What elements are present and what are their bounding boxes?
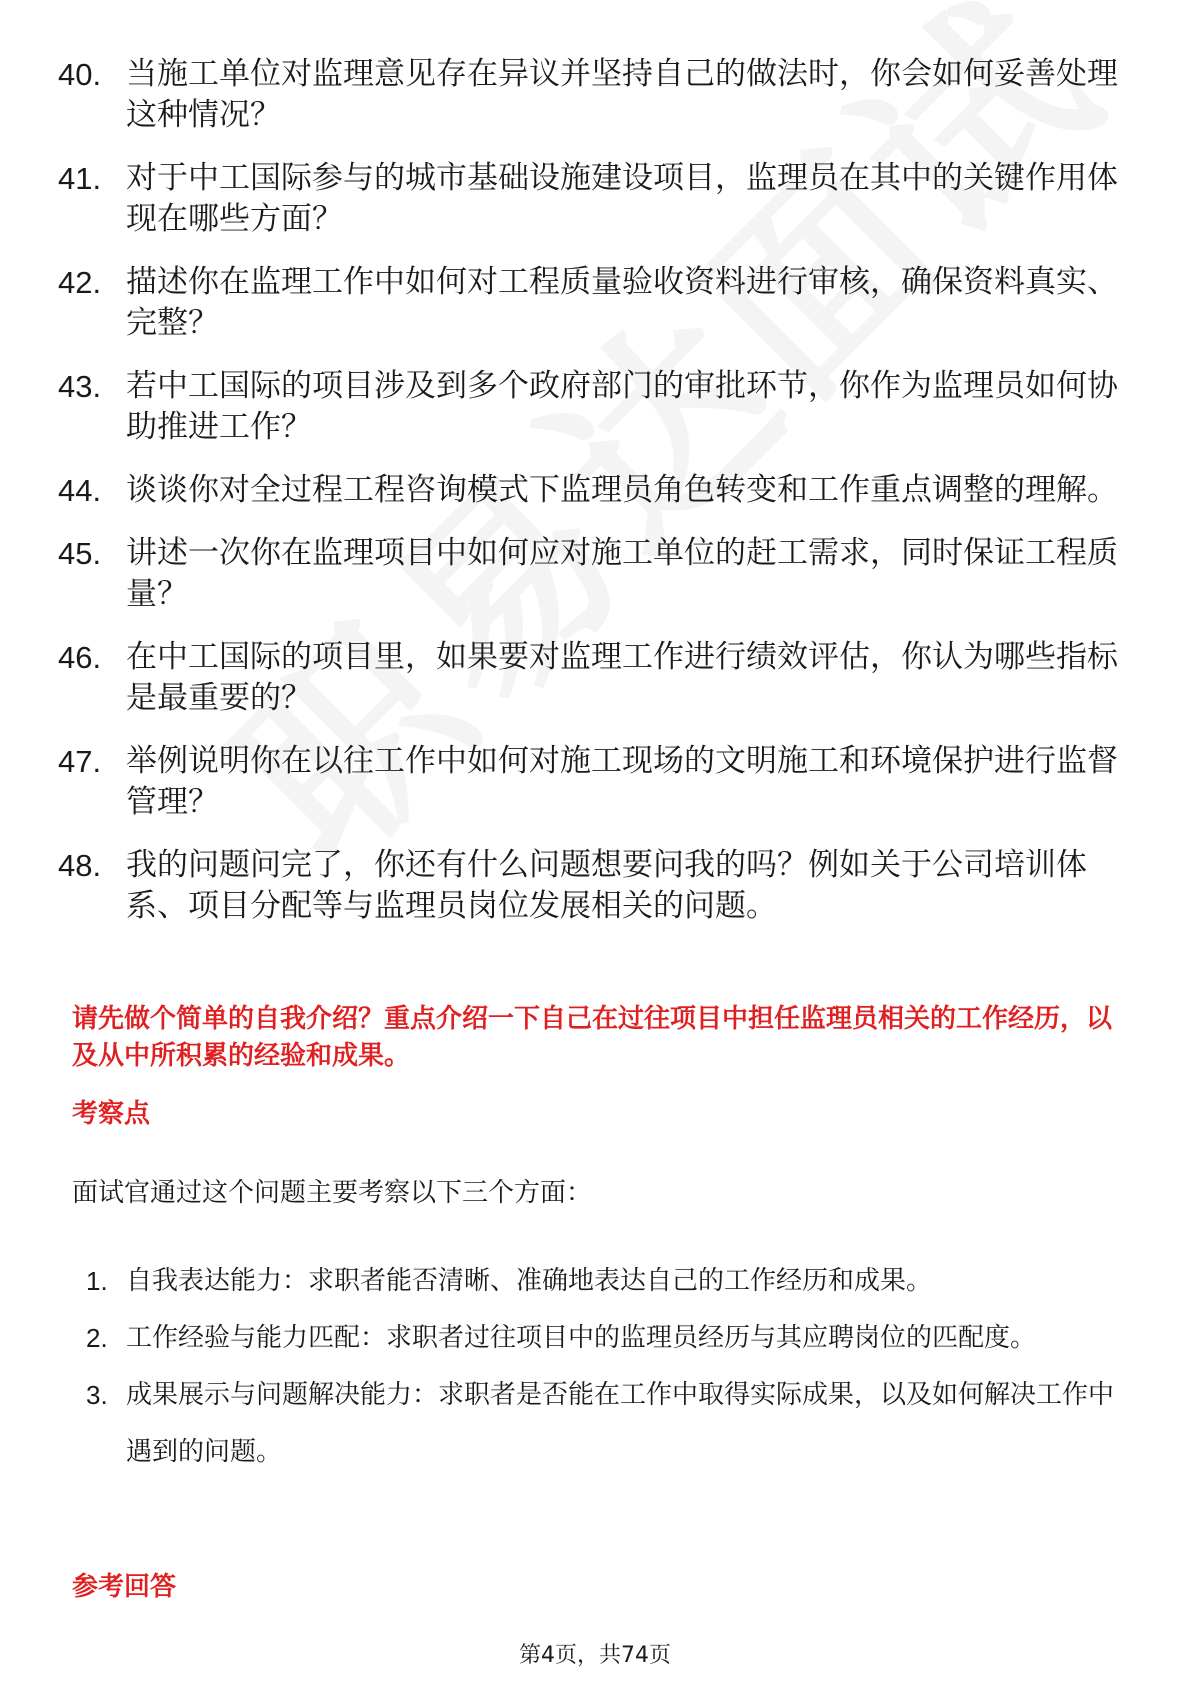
question-list bbox=[58, 54, 1118, 949]
list-item bbox=[58, 366, 1118, 448]
question-number: 45. bbox=[58, 536, 102, 571]
aspect-number: 3. bbox=[86, 1380, 108, 1410]
section-heading-answer: 参考回答 bbox=[72, 1572, 177, 1602]
aspect-number: 2. bbox=[86, 1323, 108, 1353]
aspect-list bbox=[86, 1253, 1126, 1481]
question-text: 当施工单位对监理意见存在异议并坚持自己的做法时，你会如何妥善处理这种情况？ bbox=[126, 56, 1118, 133]
question-number: 40. bbox=[58, 57, 102, 92]
list-item bbox=[58, 54, 1118, 136]
question-number: 46. bbox=[58, 640, 102, 675]
list-item bbox=[86, 1367, 1126, 1481]
question-number: 44. bbox=[58, 473, 102, 508]
question-text: 举例说明你在以往工作中如何对施工现场的文明施工和环境保护进行监督管理？ bbox=[126, 743, 1118, 820]
question-number: 42. bbox=[58, 265, 102, 300]
highlighted-question: 请先做个简单的自我介绍？重点介绍一下自己在过往项目中担任监理员相关的工作经历，以及从中所积累的经验和成果。 bbox=[72, 1004, 1113, 1071]
aspect-text: 自我表达能力：求职者能否清晰、准确地表达自己的工作经历和成果。 bbox=[126, 1266, 933, 1296]
aspect-number: 1. bbox=[86, 1266, 108, 1296]
question-number: 43. bbox=[58, 369, 102, 404]
question-text: 若中工国际的项目涉及到多个政府部门的审批环节，你作为监理员如何协助推进工作？ bbox=[126, 368, 1118, 445]
aspect-text: 工作经验与能力匹配：求职者过往项目中的监理员经历与其应聘岗位的匹配度。 bbox=[126, 1323, 1037, 1353]
intro-text: 面试官通过这个问题主要考察以下三个方面： bbox=[72, 1178, 593, 1208]
list-item bbox=[58, 158, 1118, 240]
question-text: 谈谈你对全过程工程咨询模式下监理员角色转变和工作重点调整的理解。 bbox=[126, 472, 1118, 508]
question-number: 41. bbox=[58, 161, 102, 196]
list-item bbox=[86, 1253, 1126, 1310]
list-item bbox=[58, 470, 1118, 511]
question-number: 48. bbox=[58, 848, 102, 883]
list-item bbox=[58, 845, 1118, 927]
question-text: 在中工国际的项目里，如果要对监理工作进行绩效评估，你认为哪些指标是最重要的？ bbox=[126, 639, 1118, 716]
question-text: 讲述一次你在监理项目中如何应对施工单位的赶工需求，同时保证工程质量？ bbox=[126, 535, 1118, 612]
list-item bbox=[86, 1310, 1126, 1367]
section-heading-examine: 考察点 bbox=[72, 1099, 151, 1129]
question-text: 我的问题问完了，你还有什么问题想要问我的吗？例如关于公司培训体系、项目分配等与监理员岗位发展相关的问题。 bbox=[126, 847, 1087, 924]
question-text: 描述你在监理工作中如何对工程质量验收资料进行审核，确保资料真实、完整？ bbox=[126, 264, 1118, 341]
question-text: 对于中工国际参与的城市基础设施建设项目，监理员在其中的关键作用体现在哪些方面？ bbox=[126, 160, 1118, 237]
aspect-text: 成果展示与问题解决能力：求职者是否能在工作中取得实际成果，以及如何解决工作中遇到的问题。 bbox=[126, 1380, 1115, 1467]
list-item bbox=[58, 741, 1118, 823]
list-item bbox=[58, 262, 1118, 344]
list-item bbox=[58, 533, 1118, 615]
page-number: 第4页，共74页 bbox=[519, 1643, 671, 1668]
list-item bbox=[58, 637, 1118, 719]
question-number: 47. bbox=[58, 744, 102, 779]
